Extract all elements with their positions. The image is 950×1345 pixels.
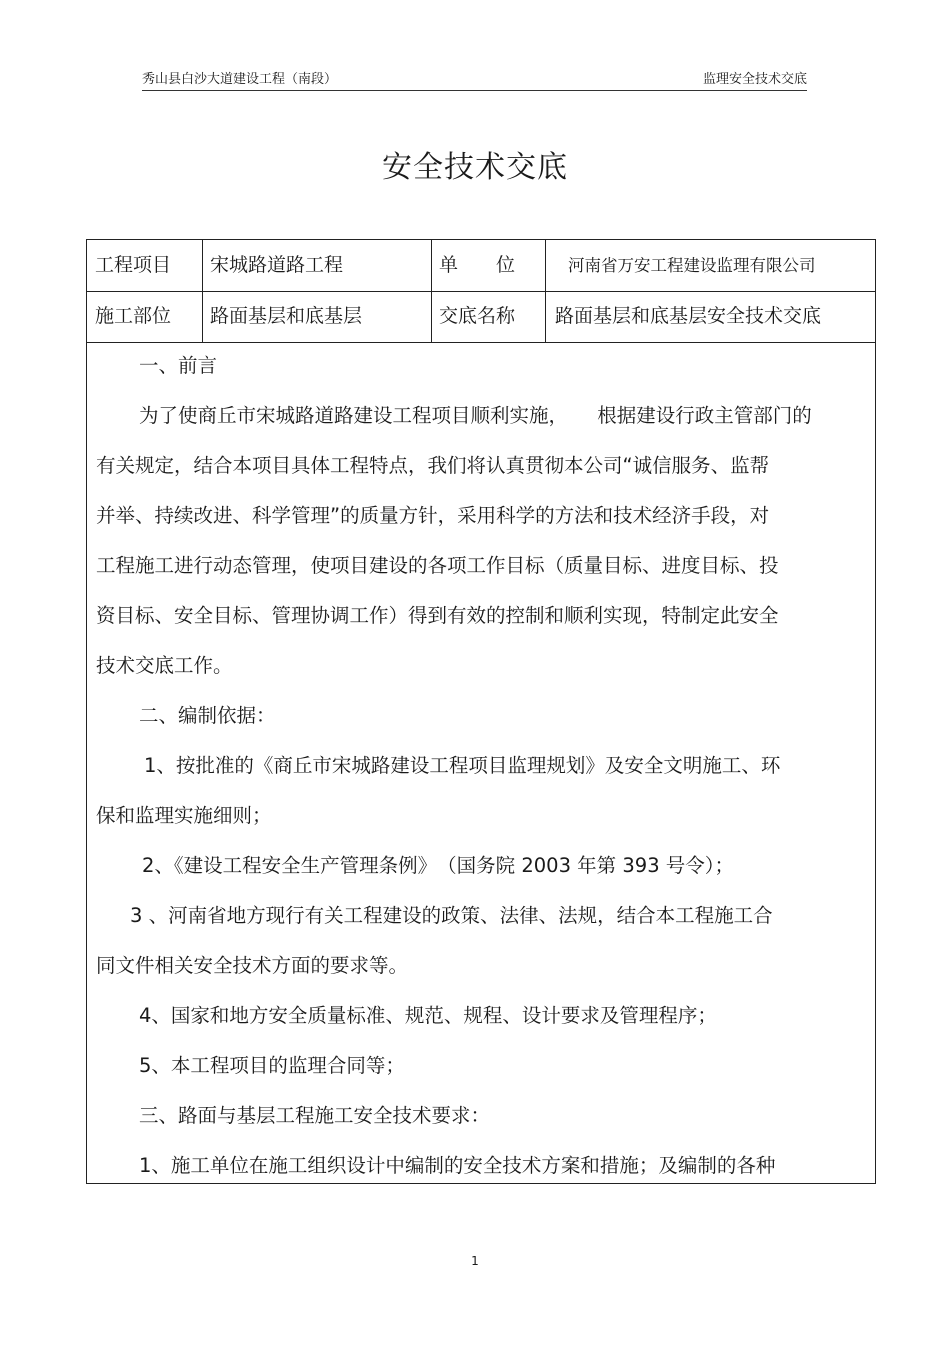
body-line: 3 、河南省地方现行有关工程建设的政策、法律、法规，结合本工程施工合	[130, 904, 773, 927]
body-line: 5、本工程项目的监理合同等；	[139, 1054, 405, 1077]
body-line: 技术交底工作。	[96, 654, 233, 677]
label-unit	[432, 240, 546, 291]
value-project: 宋城路道路工程	[203, 240, 432, 291]
page-number: 1	[471, 1254, 479, 1268]
header-project-name: 秀山县白沙大道建设工程（南段）	[142, 72, 338, 87]
value-disclosure-name: 路面基层和底基层安全技术交底	[555, 305, 822, 327]
label-disclosure-name: 交底名称	[432, 291, 546, 342]
body-line: 有关规定，结合本项目具体工程特点，我们将认真贯彻本公司“诚信服务、监帮	[96, 454, 770, 477]
document-title: 安全技术交底	[382, 150, 568, 185]
label-location: 施工部位	[87, 291, 203, 342]
header-divider	[142, 90, 807, 91]
value-location: 路面基层和底基层	[203, 291, 432, 342]
header-doc-type: 监理安全技术交底	[702, 72, 807, 87]
section-heading: 二、编制依据：	[139, 704, 276, 727]
body-line: 4、国家和地方安全质量标准、规范、规程、设计要求及管理程序；	[139, 1004, 717, 1027]
body-line: 并举、持续改进、科学管理”的质量方针，采用科学的方法和技术经济手段，对	[96, 504, 770, 527]
label-unit-char1: 单	[439, 254, 459, 276]
body-line: 2、《建设工程安全生产管理条例》 （国务院 2003 年第 393 号令）；	[142, 854, 735, 877]
label-project: 工程项目	[87, 240, 203, 291]
info-row-project	[87, 240, 875, 292]
label-unit-char2: 位	[496, 254, 516, 276]
body-line: 1、施工单位在施工组织设计中编制的安全技术方案和措施；及编制的各种	[139, 1154, 776, 1177]
disclosure-table	[86, 239, 876, 1184]
body-line: 工程施工进行动态管理，使项目建设的各项工作目标（质量目标、进度目标、投	[96, 554, 779, 577]
section-heading: 一、前言	[139, 354, 218, 377]
value-unit: 河南省万安工程建设监理有限公司	[568, 256, 816, 275]
info-row-location	[87, 291, 875, 343]
body-line: 同文件相关安全技术方面的要求等。	[96, 954, 409, 977]
body-line: 资目标、安全目标、管理协调工作）得到有效的控制和顺利实现，特制定此安全	[96, 604, 779, 627]
section-heading: 三、路面与基层工程施工安全技术要求：	[139, 1104, 491, 1127]
body-line: 为了使商丘市宋城路道路建设工程项目顺利实施， 根据建设行政主管部门的	[139, 404, 812, 427]
body-line: 1、按批准的《商丘市宋城路建设工程项目监理规划》及安全文明施工、环	[144, 754, 781, 777]
body-line: 保和监理实施细则；	[96, 804, 272, 827]
